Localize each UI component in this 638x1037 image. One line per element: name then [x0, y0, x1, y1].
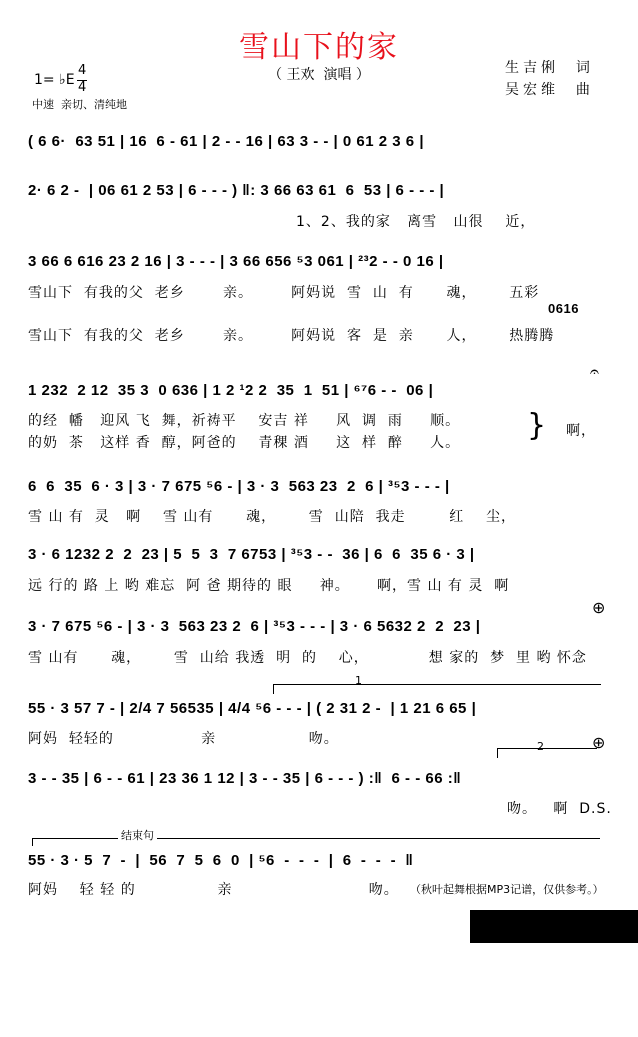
staff-7-lyric: 雪 山有 魂， 雪 山给 我透 明 的 心， 想 家的 梦 里 哟 怀念 [28, 650, 587, 666]
site-name: 曲谱分享千寻谱库 [505, 953, 602, 967]
staff-7-notes: 3 · 7 675 ⁵6 - | 3 · 3 563 23 2 6 | ³⁵3 - - - | 3 · 6 5632 2 2 23 | [28, 618, 481, 635]
time-signature-top: 4 [78, 63, 87, 78]
coda-icon-2: ⊕ [592, 733, 606, 752]
key-signature: 1= ♭E [34, 72, 75, 88]
staff-3-lyric-2: 雪山下 有我的父 老乡 亲。 阿妈说 客 是 亲 人， 热腾腾 [28, 328, 555, 344]
staff-8-notes: 55 · 3 57 7 - | 2/4 7 56535 | 4/4 ⁵6 - - - | ( 2 31 2 - | 1 21 6 65 | [28, 700, 477, 717]
staff-1-notes: ( 6 6· 63 51 | 16 6 - 61 | 2 - - 16 | 63 3 - - | 0 61 2 3 6 | [28, 133, 425, 150]
volta-1-label: 1 [355, 674, 362, 687]
staff-3-notes: 3 66 6 616 23 2 16 | 3 - - - | 3 66 656 ⁵3 061 | ²³2 - - 0 16 | [28, 253, 444, 270]
brace-icon: } [527, 408, 547, 443]
song-title: 雪山下的家 [239, 30, 399, 65]
singer-credit: （ 王欢 演唱 ） [268, 67, 370, 83]
volta-1-bracket [273, 684, 601, 685]
coda-icon: ⊕ [592, 598, 606, 617]
staff-4-lyric-1: 的经 幡 迎风 飞 舞，祈祷平 安吉 祥 风 调 雨 顺。 [28, 413, 461, 429]
staff-10-notes: 55 · 3 · 5 7 - | 56 7 5 6 0 | ⁵6 - - - | 6 - - - ‖ [28, 852, 414, 869]
staff-4-brace-lyric: 啊， [566, 423, 596, 439]
staff-9-lyric: 吻。 啊 D.S. [507, 801, 612, 817]
tempo-marking: 中速 亲切、清纯地 [32, 98, 127, 111]
staff-4-notes: 1 232 2 12 35 3 0 636 | 1 2 ¹2 2 35 1 51 | ⁶⁷6 - - 06 | [28, 382, 434, 399]
staff-3-extra-notes: 0616 [548, 301, 579, 316]
staff-8-lyric: 阿妈 轻轻的 亲 吻。 [28, 731, 339, 747]
staff-3-lyric-1: 雪山下 有我的父 老乡 亲。 阿妈说 雪 山 有 魂， 五彩 [28, 285, 540, 301]
staff-6-lyric: 远 行的 路 上 哟 难忘 阿 爸 期待的 眼 神。 啊，雪 山 有 灵 啊 [28, 578, 510, 594]
composer-credit: 吴宏维 曲 [505, 82, 594, 98]
staff-5-lyric: 雪 山 有 灵 啊 雪 山有 魂， 雪 山陪 我走 红 尘， [28, 509, 517, 525]
staff-2-lyric: 1、2、我的家 离雪 山很 近， [296, 214, 536, 230]
site-watermark [470, 910, 638, 1018]
staff-2-notes: 2· 6 2 - | 06 61 2 53 | 6 - - - ) ‖: 3 66 63 61 6 53 | 6 - - - | [28, 182, 445, 199]
volta-2-bracket [497, 748, 597, 749]
staff-10-lyric: 阿妈 轻 轻 的 亲 吻。 [28, 882, 399, 898]
volta-2-label: 2 [537, 740, 544, 753]
site-url: http://WWW.XUNPUKU.COM [492, 1008, 616, 1018]
time-signature-bottom: 4 [78, 80, 87, 95]
ending-label: 结束句 [118, 827, 157, 843]
lyricist-credit: 生吉俐 词 [505, 60, 594, 76]
staff-5-notes: 6 6 35 6 · 3 | 3 · 7 675 ⁵6 - | 3 · 3 563 23 2 6 | ³⁵3 - - - | [28, 478, 450, 495]
staff-4-lyric-2: 的奶 茶 这样 香 醇，阿爸的 青稞 酒 这 样 醉 人。 [28, 435, 461, 451]
fermata-icon: 𝄐 [590, 362, 599, 381]
staff-9-notes: 3 - - 35 | 6 - - 61 | 23 36 1 12 | 3 - - 35 | 6 - - - ) :‖ 6 - - 66 :‖ [28, 770, 462, 787]
staff-6-notes: 3 · 6 1232 2 2 23 | 5 5 3 7 6753 | ³⁵3 - - 36 | 6 6 35 6 · 3 | [28, 546, 475, 563]
transcription-note: （秋叶起舞根据MP3记谱，仅供参考。） [410, 883, 604, 896]
